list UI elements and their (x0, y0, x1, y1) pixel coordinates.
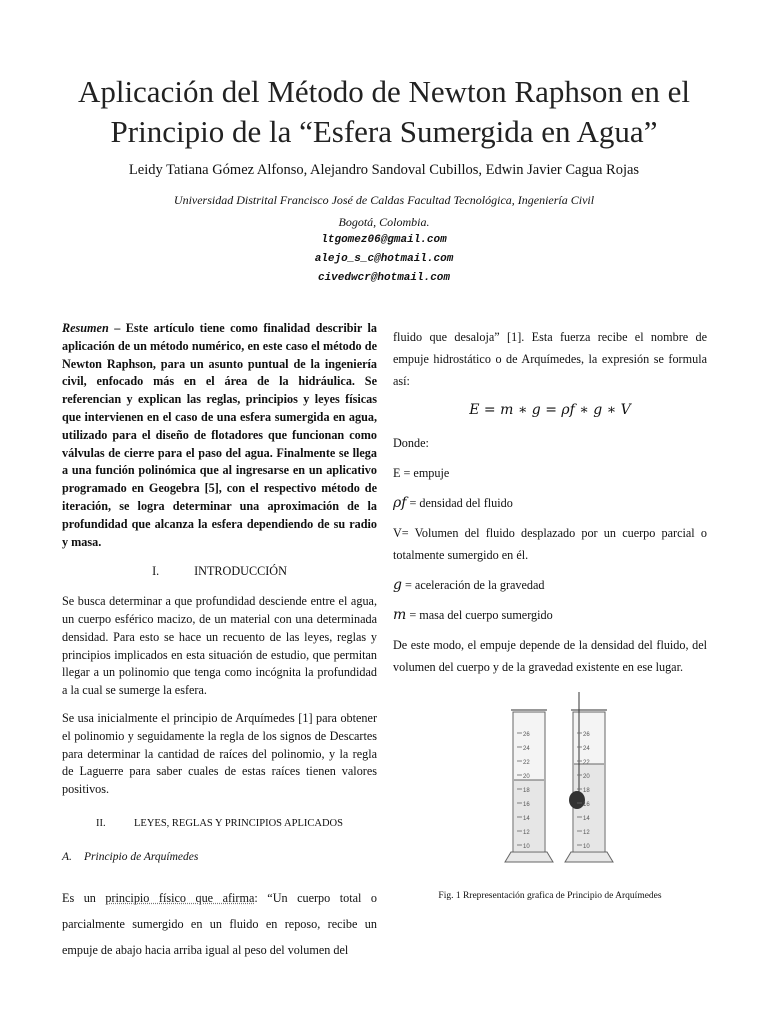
scale-label: 26 (523, 732, 530, 738)
scale-label: 12 (583, 830, 590, 836)
scale-label: 12 (523, 830, 530, 836)
right-paragraph-2: De este modo, el empuje depende de la densidad del fluido, del volumen del cuerpo y de la gravedad existente en ese lugar. (393, 638, 707, 674)
principle-link[interactable]: principio físico que afirma (105, 890, 255, 905)
section-heading-laws (62, 815, 377, 833)
scale-label: 18 (523, 788, 530, 794)
email-1: ltgomez06@gmail.com (321, 234, 447, 246)
affiliation-line: Universidad Distrital Francisco José de Caldas Facultad Tecnológica, Ingeniería Civil (173, 193, 595, 207)
left-column (62, 320, 377, 973)
g-definition: = aceleración de la gravedad (401, 578, 545, 592)
section-title: INTRODUCCIÓN (194, 564, 287, 579)
section-title: LEYES, REGLAS Y PRINCIPIOS APLICADOS (134, 817, 343, 829)
abstract (62, 320, 377, 551)
m-definition: = masa del cuerpo sumergido (406, 608, 553, 622)
right-paragraph-1: fluido que desaloja” [1]. Esta fuerza recibe el nombre de empuje hidrostático o de Arquímedes, la expresión se formula así: (393, 330, 707, 388)
email-3: civedwcr@hotmail.com (317, 272, 451, 284)
intro-paragraph-2: Se usa inicialmente el principio de Arquímedes [1] para obtener el polinomio y seguidamente la regla de los signos de Descartes para determinar la cantidad de raíces del polinomio, y la regla de Laguerre para saber cuales de estas raíces tienen valores positivos. (62, 710, 377, 797)
archimedes-figure (497, 692, 627, 868)
section-number: II. (96, 817, 106, 829)
rho-definition: = densidad del fluido (406, 496, 513, 510)
section-heading-intro (62, 563, 377, 581)
intro-paragraph-1: Se busca determinar a que profundidad desciende entre el agua, un cuerpo esférico macizo, de un material con una determinada densidad. Para esto se hace un recuento de las leyes, reglas y principios implicados en esta situación de estudio, que permitan llegar a un polinomio que tenga como incógnita la profundidad a la cual se sumerge la esfera. (62, 594, 377, 698)
m-symbol: m (393, 607, 407, 623)
archimedes-paragraph (62, 885, 377, 963)
scale-label: 24 (523, 746, 530, 752)
affiliation (40, 189, 728, 233)
paragraph-rest: : “Un cuerpo total o parcialmente sumergido en un fluido en reposo, recibe un empuje de abajo hacia arriba igual al peso del volumen del (62, 890, 378, 957)
scale-label: 20 (523, 774, 530, 780)
section-number: I. (152, 564, 160, 579)
rho-symbol: ρf (393, 495, 407, 511)
scale-label: 22 (583, 760, 590, 766)
scale-label: 10 (523, 844, 530, 850)
equation-buoyancy: E = m ∗ g = ρf ∗ g ∗ V (469, 402, 631, 418)
scale-label: 20 (583, 774, 590, 780)
abstract-text: – Este artículo tiene como finalidad describir la aplicación de un método numérico, en este caso el método de Newton Raphson, para un asunto puntual de la ingeniería civil, enfocado más en el área de la hidráulica. Se referencian y explican las reglas, principios y leyes físicas que intervienen en el caso de una esfera sumergida en agua, utilizado para el diseño de flotadores que funcionan como válvulas de cierre para el paso del agua. Finalmente se llega a una función polinómica que al ingresarse en un aplicativo programado en Geogebra [5], con el respectivo método de iteración, se logra determinar una aproximación de la profundidad que alcanza la esfera dependiendo de su radio y masa. (62, 321, 377, 549)
right-column (393, 326, 707, 686)
def-mass (393, 604, 707, 626)
paragraph-start: Es un (62, 890, 106, 905)
scale-label: 16 (583, 802, 590, 808)
scale-label: 18 (583, 788, 590, 794)
abstract-label: Resumen (62, 321, 109, 335)
scale-label: 24 (583, 746, 590, 752)
scale-label: 10 (583, 844, 590, 850)
scale-label: 26 (583, 732, 590, 738)
def-empuje: E = empuje (393, 466, 450, 480)
authors: Leidy Tatiana Gómez Alfonso, Alejandro Sandoval Cubillos, Edwin Javier Cagua Rojas (128, 162, 640, 178)
subsection-title: Principio de Arquímedes (84, 850, 199, 863)
def-gravity (393, 574, 707, 596)
scale-label: 14 (523, 816, 530, 822)
subsection-heading (62, 849, 377, 867)
scale-label: 14 (583, 816, 590, 822)
g-symbol: g (393, 577, 402, 593)
scale-label: 22 (523, 760, 530, 766)
scale-label: 16 (523, 802, 530, 808)
paper-title: Aplicación del Método de Newton Raphson en el Principio de la “Esfera Sumergida en Agua” (77, 74, 691, 149)
def-density (393, 492, 707, 514)
location-line: Bogotá, Colombia. (338, 215, 430, 229)
def-volume: V= Volumen del fluido desplazado por un cuerpo parcial o totalmente sumergido en él. (393, 526, 707, 562)
graduated-cylinders-illustration (497, 692, 627, 868)
subsection-number: A. (62, 850, 72, 863)
donde-label: Donde: (393, 436, 429, 450)
email-2: alejo_s_c@hotmail.com (314, 253, 454, 265)
figure-caption: Fig. 1 Rrepresentación grafica de Principio de Arquímedes (438, 891, 662, 901)
